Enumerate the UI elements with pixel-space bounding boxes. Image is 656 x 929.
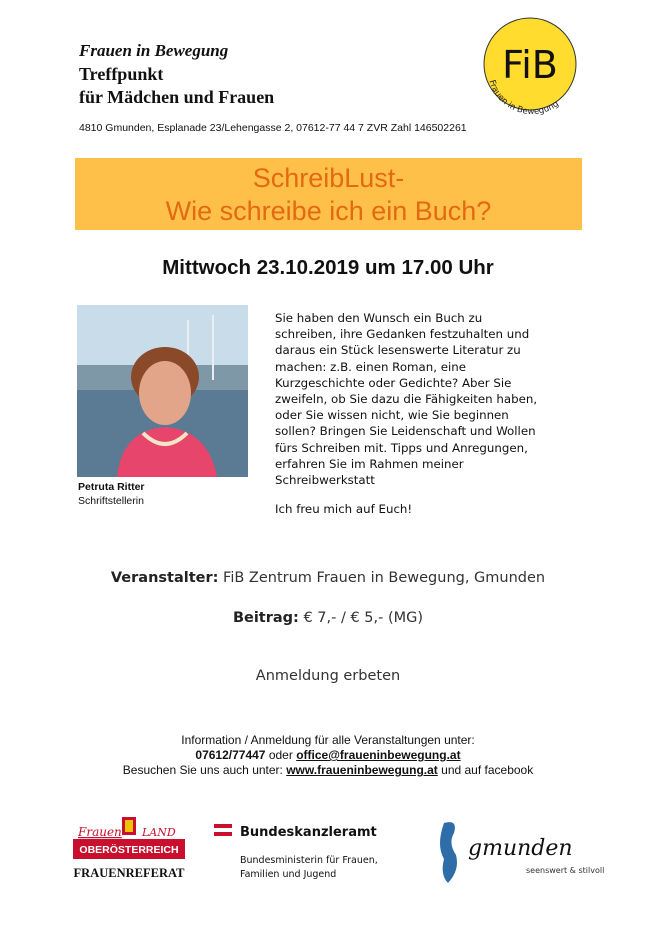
- event-title-line-1: SchreibLust-: [252, 163, 405, 193]
- author-role: Schriftstellerin: [78, 495, 144, 507]
- svg-text:Bundeskanzleramt: Bundeskanzleramt: [240, 825, 377, 840]
- description-line: Schreibwerkstatt: [275, 473, 375, 488]
- organizer-line: [0, 570, 656, 586]
- description-line: schreiben, ihre Gedanken festzuhalten und: [275, 327, 530, 342]
- svg-text:gmunden: gmunden: [468, 836, 573, 861]
- email-link[interactable]: office@fraueninbewegung.at: [296, 748, 461, 762]
- fib-logo: [476, 12, 584, 120]
- info-heading: Information / Anmeldung für alle Veranstaltungen unter:: [181, 733, 475, 747]
- description-line: zweifeln, ob Sie dazu die Fähigkeiten haben,: [275, 392, 538, 407]
- svg-text:OBERÖSTERREICH: OBERÖSTERREICH: [79, 844, 179, 856]
- description-line: machen: z.B. einen Roman, eine: [275, 359, 467, 374]
- contact-line: [0, 748, 656, 763]
- facebook-text: und auf facebook: [441, 763, 534, 777]
- visit-text: Besuchen Sie uns auch unter:: [122, 763, 283, 777]
- description-line: fürs Schreiben mit. Tipps und Anregungen,: [275, 440, 528, 455]
- description-line: erfahren Sie im Rahmen meiner: [275, 456, 464, 471]
- contact-or: oder: [268, 748, 293, 762]
- svg-text:Bundesministerin für Frauen,: Bundesministerin für Frauen,: [240, 855, 378, 866]
- fee-line: [0, 610, 656, 626]
- description-line: Kurzgeschichte oder Gedichte? Aber Sie: [275, 375, 512, 390]
- svg-text:FRAUENREFERAT: FRAUENREFERAT: [73, 866, 185, 880]
- fee-value: € 7,- / € 5,- (MG): [303, 610, 424, 626]
- closing-line: Ich freu mich auf Euch!: [275, 502, 413, 516]
- author-name: Petruta Ritter: [78, 481, 145, 493]
- fee-label: Beitrag:: [232, 610, 299, 626]
- website-line: [0, 763, 656, 778]
- svg-text:FiB: FiB: [502, 43, 558, 87]
- bundeskanzleramt-logo: [210, 818, 410, 888]
- org-name: Frauen in Bewegung: [79, 41, 229, 60]
- event-date: Mittwoch 23.10.2019 um 17.00 Uhr: [162, 256, 494, 279]
- event-description: [275, 310, 585, 488]
- author-photo: [77, 305, 248, 477]
- svg-text:Frauen in Bewegung: Frauen in Bewegung: [486, 78, 561, 118]
- organizer-label: Veranstalter:: [110, 570, 219, 586]
- land-oberoesterreich-logo: [72, 808, 187, 883]
- registration-note: Anmeldung erbeten: [255, 668, 401, 684]
- website-link[interactable]: www.fraueninbewegung.at: [286, 763, 438, 777]
- svg-text:Frauen: Frauen: [78, 825, 122, 839]
- org-address: 4810 Gmunden, Esplanade 23/Lehengasse 2, 07612-77 44 7 ZVR Zahl 146502261: [79, 122, 467, 134]
- svg-text:LAND: LAND: [142, 826, 176, 839]
- description-line: oder Sie wissen nicht, wie Sie beginnen: [275, 408, 509, 423]
- svg-text:Familien und Jugend: Familien und Jugend: [240, 869, 337, 880]
- organizer-value: FiB Zentrum Frauen in Bewegung, Gmunden: [223, 570, 546, 586]
- event-title-line-2: Wie schreibe ich ein Buch?: [165, 196, 492, 226]
- description-line: Sie haben den Wunsch ein Buch zu: [275, 311, 483, 325]
- org-tagline-2: für Mädchen und Frauen: [79, 87, 275, 107]
- svg-text:seenswert & stilvoll: seenswert & stilvoll: [526, 866, 605, 875]
- description-line: sollen? Bringen Sie Leidenschaft und Wollen: [275, 424, 536, 439]
- description-line: daraus ein Stück lesenswerte Literatur zu: [275, 343, 521, 358]
- phone-number[interactable]: 07612/77447: [195, 748, 266, 762]
- org-tagline-1: Treffpunkt: [79, 64, 164, 84]
- gmunden-logo: [430, 815, 605, 890]
